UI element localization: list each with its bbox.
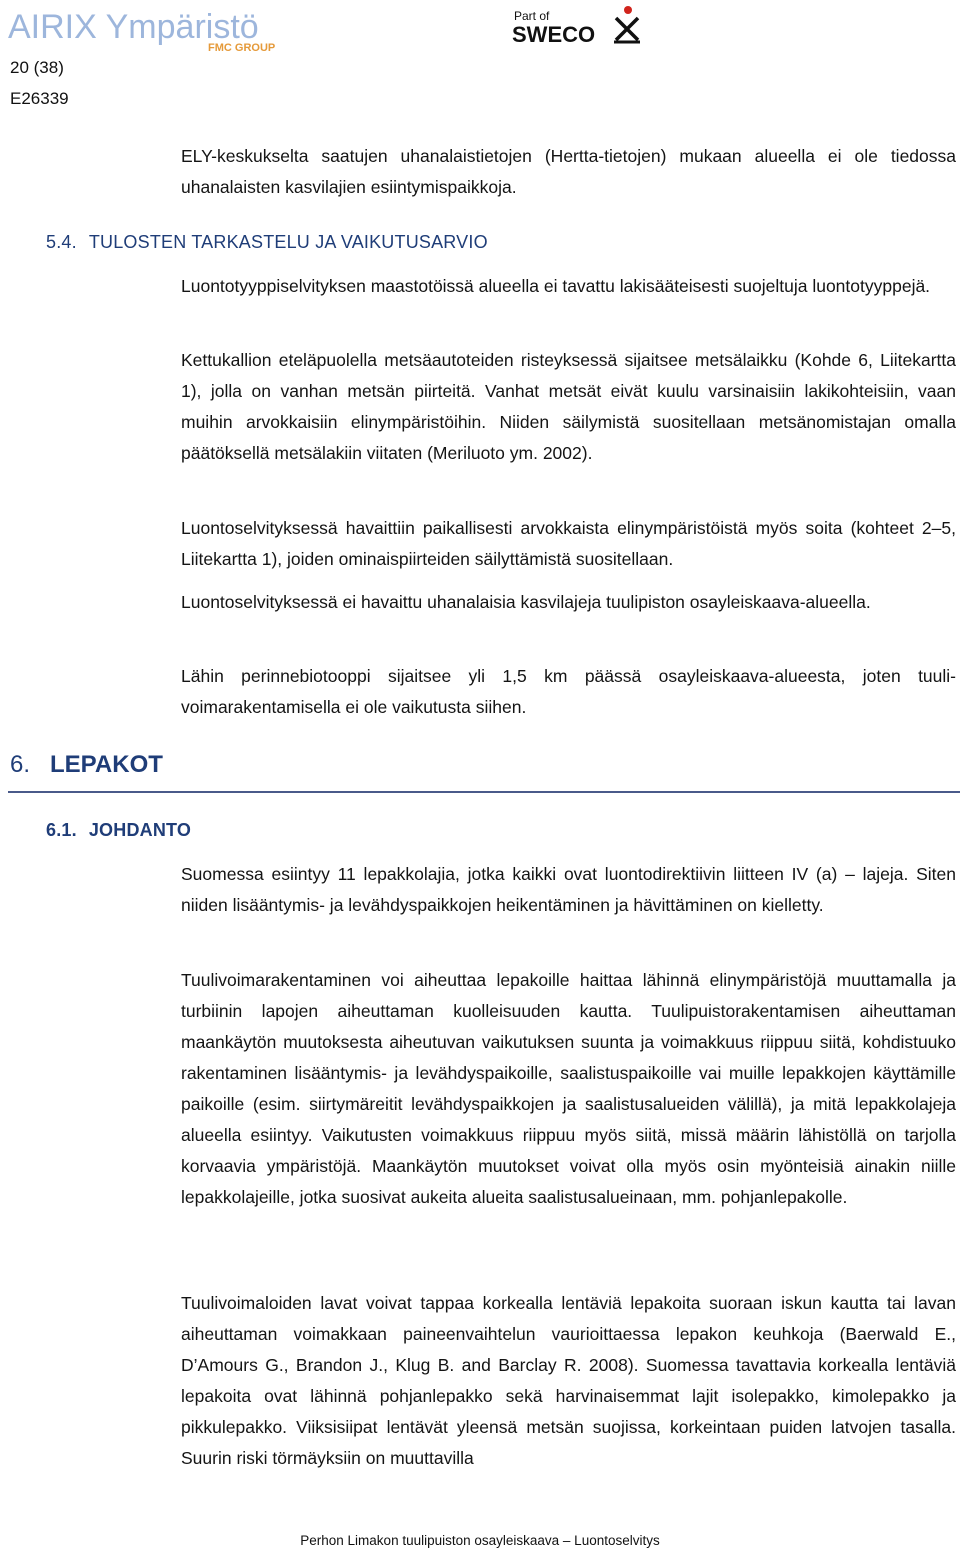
section-6-1-heading bbox=[46, 820, 191, 841]
chapter-6-heading bbox=[10, 751, 163, 779]
airix-logo-text: AIRIX Ympäristö bbox=[8, 8, 259, 46]
section-number: 6.1. bbox=[46, 820, 77, 840]
paragraph: Luontotyyppiselvityksen maastotöissä alueella ei tavattu lakisääteisesti suojeltuja luontotyyppejä. bbox=[181, 276, 931, 296]
section-5-4-heading bbox=[46, 232, 488, 253]
section-number: 5.4. bbox=[46, 232, 77, 252]
document-id: E26339 bbox=[10, 89, 69, 108]
page-footer: Perhon Limakon tuulipuiston osayleiskaava – Luontoselvitys bbox=[300, 1533, 660, 1548]
sweco-symbol-icon bbox=[614, 6, 640, 42]
paragraph: Luontoselvityksessä ei havaittu uhanalaisia kasvilajeja tuulipiston osayleiskaava-alueella. bbox=[181, 592, 871, 612]
paragraph: Lähin perinnebiotooppi sijaitsee yli 1,5 km päässä osayleiskaava-alueesta, joten tuulivoimarakentamisella ei ole vaikutusta siihen. bbox=[181, 666, 956, 717]
page-number: 20 (38) bbox=[10, 58, 64, 77]
chapter-divider bbox=[8, 791, 960, 793]
sweco-logo bbox=[512, 4, 652, 48]
chapter-title: LEPAKOT bbox=[50, 751, 163, 778]
intro-paragraph: ELY-keskukselta saatujen uhanalaistietojen (Hertta-tietojen) mukaan alueella ei ole tiedossa uhanalaisten kasvilajien esiintymispaikkoja. bbox=[181, 146, 956, 197]
part-of-text: Part of bbox=[514, 9, 550, 23]
section-title: JOHDANTO bbox=[88, 820, 192, 840]
fmc-group-text: FMC GROUP bbox=[208, 42, 276, 54]
paragraph: Kettukallion eteläpuolella metsäautoteiden risteyksessä sijaitsee metsälaikku (Kohde 6, Liitekartta 1), jolla on vanhan metsän piirteitä. Vanhat metsät eivät kuulu varsinaisiin lakikohteisiin, vaan muihin arvokkaisiin elinympäristöihin. Niiden säilymistä suositellaan metsänomistajan omalla päätöksellä metsälakiin viitaten (Meriluoto ym. 2002). bbox=[181, 350, 956, 463]
paragraph: Luontoselvityksessä havaittiin paikallisesti arvokkaista elinympäristöistä myös soita (kohteet 2–5, Liitekartta 1), joiden ominaispiirteiden säilyttämistä suositellaan. bbox=[181, 518, 956, 569]
paragraph: Tuulivoimarakentaminen voi aiheuttaa lepakoille haittaa lähinnä elinympäristöjä muuttamalla ja turbiinin lapojen aiheuttaman kuolleisuuden kautta. Tuulipuistorakentamisen aiheuttaman maankäytön muutoksesta aiheutuvan vaikutuksen suunta ja voimakkuus riippuu siitä, kohdistuuko rakentaminen lisääntymis- ja levähdyspaikoille, saalistuspaikoille vai muille lepakkojen käyttämille paikoille (esim. siirtymäreitit levähdyspaikkojen ja saalistusalueiden välillä), ja mitä lepakkolajeja alueella esiintyy. Vaikutusten voimakkuus riippuu myös siitä, missä määrin lähistöllä on tarjolla korvaavia ympäristöjä. Maankäytön muutokset voivat olla myös osin myönteisiä ainakin niille lepakkolajeille, jotka suosivat aukeita alueita saalistusalueinaan, mm. pohjanlepakolle. bbox=[181, 970, 956, 1207]
chapter-number: 6. bbox=[10, 751, 31, 778]
airix-logo bbox=[8, 4, 308, 54]
sweco-text: SWECO bbox=[512, 22, 596, 47]
section-title: TULOSTEN TARKASTELU JA VAIKUTUSARVIO bbox=[88, 232, 488, 252]
paragraph: Suomessa esiintyy 11 lepakkolajia, jotka kaikki ovat luontodirektiivin liitteen IV (a) – lajeja. Siten niiden lisääntymis- ja levähdyspaikkojen heikentäminen ja hävittäminen on kielletty. bbox=[181, 864, 956, 915]
paragraph: Tuulivoimaloiden lavat voivat tappaa korkealla lentäviä lepakoita suoraan iskun kautta tai lavan aiheuttaman voimakkaan paineenvaihtelun vaurioittaessa lepakon keuhkoja (Baerwald E., D’Amours G., Brandon J., Klug B. and Barclay R. 2008). Suomessa tavattavia korkealla lentäviä lepakoita ovat lähinnä pohjanlepakko sekä harvinaisemmat lajit isolepakko, kimolepakko ja pikkulepakko. Viiksisiipat lentävät yleensä metsän suojissa, korkeintaan puiden latvojen tasalla. Suurin riski törmäyksiin on muuttavilla bbox=[181, 1293, 956, 1468]
